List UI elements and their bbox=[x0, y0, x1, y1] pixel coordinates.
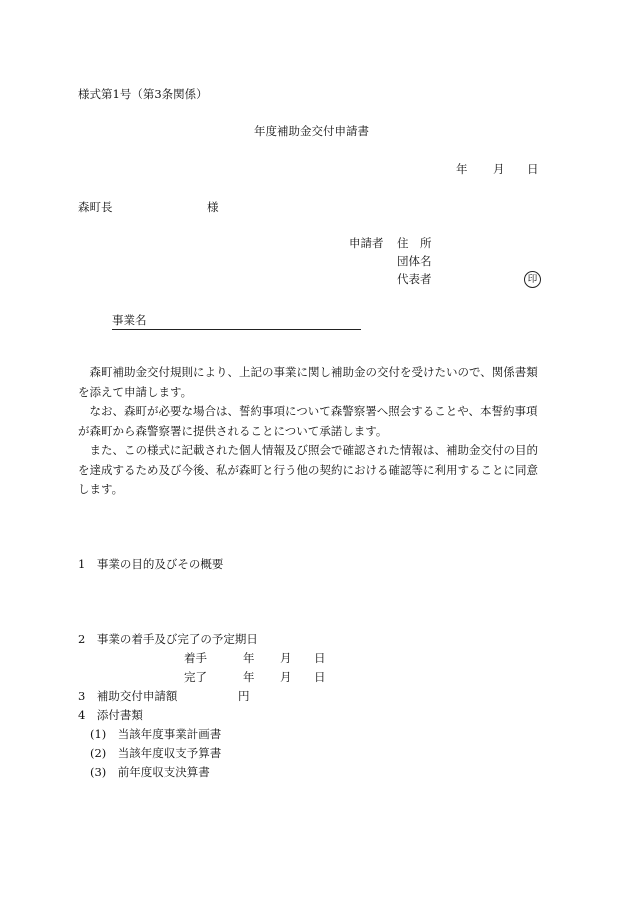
project-name-field bbox=[112, 313, 361, 330]
start-day-label: 日 bbox=[314, 651, 326, 665]
document-title: 年度補助金交付申請書 bbox=[254, 124, 369, 138]
start-year-label: 年 bbox=[243, 651, 255, 665]
date-day-label: 日 bbox=[527, 162, 539, 176]
project-name-label: 事業名 bbox=[112, 313, 147, 327]
attachment-item: (3) 前年度収支決算書 bbox=[90, 765, 210, 779]
addressee-name: 森町長 bbox=[78, 200, 113, 214]
representative-label: 代表者 bbox=[397, 272, 432, 286]
schedule-heading: 2 事業の着手及び完了の予定期日 bbox=[78, 632, 258, 646]
amount-unit: 円 bbox=[238, 689, 250, 703]
attachments-heading: 4 添付書類 bbox=[78, 708, 143, 722]
attachment-item: (1) 当該年度事業計画書 bbox=[90, 727, 222, 741]
form-number: 様式第1号（第3条関係） bbox=[78, 87, 208, 101]
address-label: 住 所 bbox=[397, 236, 432, 250]
date-year-label: 年 bbox=[456, 162, 468, 176]
attachment-item: (2) 当該年度収支予算書 bbox=[90, 746, 222, 760]
applicant-label: 申請者 bbox=[349, 236, 384, 250]
privacy-paragraph: また、この様式に記載された個人情報及び照会で確認された情報は、補助金交付の目的を達成するため及び今後、私が森町と行う他の契約における確認等に利用することに同意します。 bbox=[78, 443, 538, 496]
end-day-label: 日 bbox=[314, 670, 326, 684]
end-label: 完了 bbox=[184, 670, 207, 684]
end-month-label: 月 bbox=[280, 670, 292, 684]
start-label: 着手 bbox=[184, 651, 207, 665]
organization-label: 団体名 bbox=[397, 254, 432, 268]
amount-label: 3 補助交付申請額 bbox=[78, 689, 178, 703]
date-month-label: 月 bbox=[493, 162, 505, 176]
consent-paragraph: なお、森町が必要な場合は、誓約事項について森警察署へ照会することや、本誓約事項が森町から森警察署に提供されることについて承諾します。 bbox=[78, 404, 538, 438]
end-year-label: 年 bbox=[243, 670, 255, 684]
seal-mark: 印 bbox=[524, 271, 541, 288]
addressee-honorific: 様 bbox=[207, 200, 219, 214]
start-month-label: 月 bbox=[280, 651, 292, 665]
purpose-heading: 1 事業の目的及びその概要 bbox=[78, 557, 224, 571]
application-paragraph: 森町補助金交付規則により、上記の事業に関し補助金の交付を受けたいので、関係書類を添えて申請します。 bbox=[78, 365, 538, 399]
